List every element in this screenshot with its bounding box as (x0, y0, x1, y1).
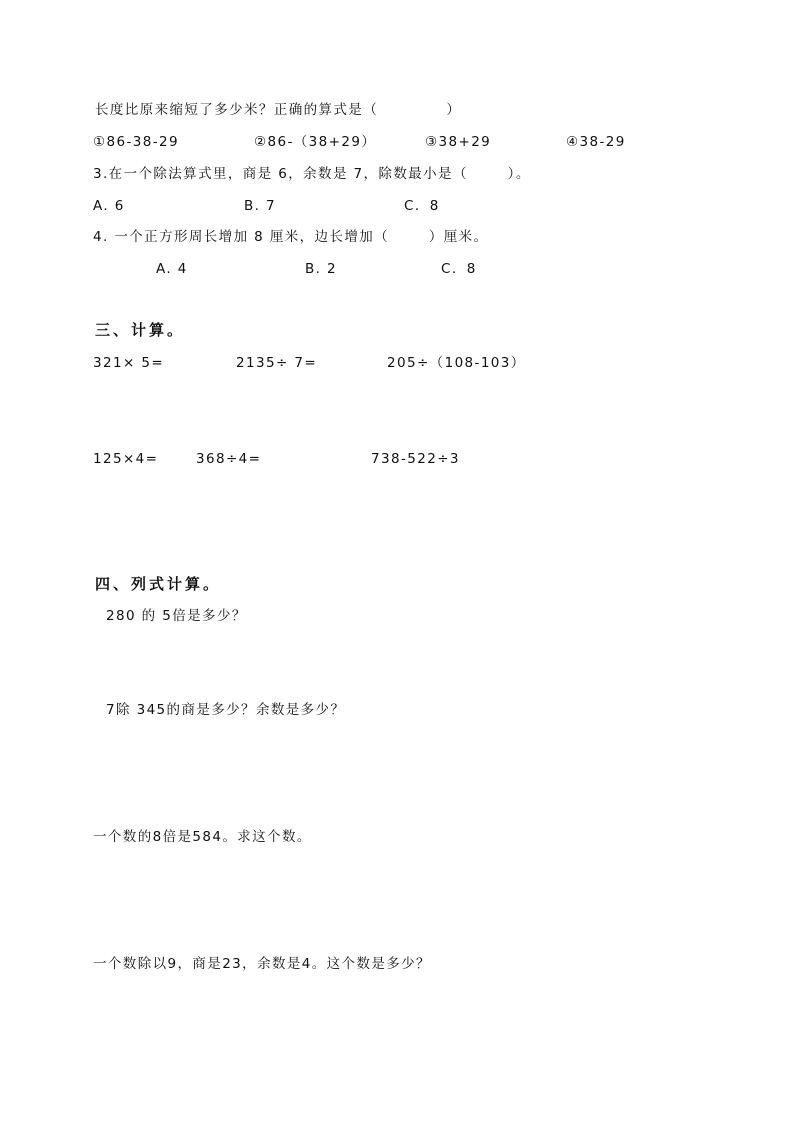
question-2-option-3: ③38+29 (425, 134, 492, 150)
question-2-option-4: ④38-29 (566, 134, 626, 150)
calc-6: 738-522÷3 (371, 451, 460, 467)
question-4-option-a: A. 4 (156, 261, 188, 277)
calc-3: 205÷（108-103） (387, 355, 526, 371)
calc-2: 2135÷ 7= (236, 355, 318, 371)
problem-3: 一个数的8倍是584。求这个数。 (93, 829, 312, 845)
calc-1: 321× 5= (93, 355, 165, 371)
section-3-title: 三、计算。 (95, 321, 186, 339)
question-2-option-2: ②86-（38+29） (254, 134, 377, 150)
question-3-option-c: C．8 (404, 198, 440, 214)
problem-1: 280 的 5倍是多少？ (106, 608, 247, 624)
question-4-text: 4. 一个正方形周长增加 8 厘米，边长增加（ ）厘米。 (93, 229, 489, 245)
question-3-text: 3.在一个除法算式里，商是 6，余数是 7，除数最小是（ ）。 (93, 166, 531, 182)
question-3-option-a: A. 6 (93, 198, 125, 214)
question-3-option-b: B. 7 (244, 198, 277, 214)
calc-5: 368÷4= (196, 451, 262, 467)
question-2-option-1: ①86-38-29 (93, 134, 179, 150)
calc-4: 125×4= (93, 451, 159, 467)
question-4-option-b: B. 2 (305, 261, 338, 277)
question-2-text: 长度比原来缩短了多少米？正确的算式是（ ） (95, 102, 462, 118)
problem-4: 一个数除以9，商是23，余数是4。这个数是多少？ (93, 956, 431, 972)
question-4-option-c: C．8 (441, 261, 477, 277)
section-4-title: 四、列式计算。 (95, 575, 222, 593)
problem-2: 7除 345的商是多少？余数是多少？ (106, 702, 346, 718)
